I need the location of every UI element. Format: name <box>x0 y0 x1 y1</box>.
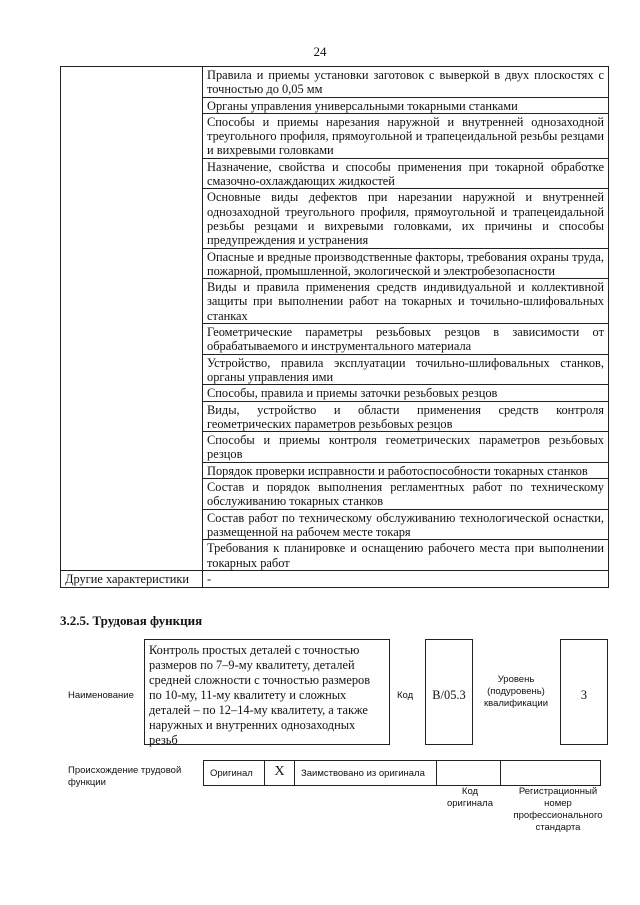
origin-borrowed-cell <box>295 760 437 786</box>
origin-mark-cell <box>265 760 295 786</box>
original-label: Оригинал <box>210 768 253 779</box>
level-box <box>560 639 608 745</box>
knowledge-label-cell <box>61 67 203 571</box>
origin-original-cell <box>203 760 265 786</box>
name-label: Наименование <box>68 690 134 701</box>
origin-label: Происхождение трудовой функции <box>68 765 182 788</box>
knowledge-item: Назначение, свойства и способы применения при токарной обработке смазочно-охлаждающих жидкостей <box>203 158 609 189</box>
knowledge-item: Основные виды дефектов при нарезании наружной и внутренней однозаходной треугольного профиля, прямоугольной и трапецеидальной резьбы резцами и вихревыми головками, их причины и способы предупреждения и устранения <box>203 189 609 248</box>
code-value: B/05.3 <box>432 688 466 702</box>
origin-reg-number-cell <box>501 760 601 786</box>
other-characteristics-value: - <box>203 570 609 587</box>
knowledge-table <box>60 66 609 588</box>
other-characteristics-label: Другие характеристики <box>61 570 203 587</box>
knowledge-item: Виды и правила применения средств индивидуальной и коллективной защиты при выполнении работ на токарных и точильно-шлифовальных станках <box>203 279 609 324</box>
origin-row <box>203 760 601 786</box>
section-title: 3.2.5. Трудовая функция <box>60 613 203 628</box>
level-label: Уровень (подуровень) квалификации <box>483 674 549 709</box>
knowledge-item: Способы, правила и приемы заточки резьбовых резцов <box>203 385 609 401</box>
knowledge-item: Требования к планировке и оснащению рабочего места при выполнении токарных работ <box>203 540 609 571</box>
function-name-box: Контроль простых деталей с точностью размеров по 7–9-му квалитету, деталей средней сложности с точностью размеров по 10-му, 11-му квалитету и сложных деталей – по 12–14-му квалитету, а также наружных и внутренних однозаходных резьб <box>144 639 390 745</box>
code-box <box>425 639 473 745</box>
knowledge-item: Геометрические параметры резьбовых резцов в зависимости от обрабатываемого и инструментального материала <box>203 324 609 355</box>
knowledge-item: Опасные и вредные производственные факторы, требования охраны труда, пожарной, промышленной, экологической и электробезопасности <box>203 248 609 279</box>
table-row <box>61 67 609 98</box>
table-row <box>61 570 609 587</box>
knowledge-item: Состав работ по техническому обслуживанию технологической оснастки, размещенной на рабочем месте токаря <box>203 509 609 540</box>
knowledge-item: Виды, устройство и области применения средств контроля геометрических параметров резьбовых резцов <box>203 401 609 432</box>
level-value: 3 <box>580 688 588 702</box>
knowledge-item: Правила и приемы установки заготовок с выверкой в двух плоскостях с точностью до 0,05 мм <box>203 67 609 98</box>
origin-code-cell <box>437 760 501 786</box>
knowledge-item: Порядок проверки исправности и работоспособности токарных станков <box>203 462 609 478</box>
page-number: 24 <box>313 44 327 59</box>
knowledge-item: Состав и порядок выполнения регламентных работ по техническому обслуживанию токарных станков <box>203 479 609 510</box>
borrowed-label: Заимствовано из оригинала <box>301 768 425 779</box>
original-code-label: Код оригинала <box>446 786 493 809</box>
original-mark: X <box>274 764 285 779</box>
knowledge-item: Органы управления универсальными токарными станками <box>203 97 609 113</box>
reg-number-label: Регистрационный номер профессионального стандарта <box>513 786 603 833</box>
knowledge-item: Способы и приемы нарезания наружной и внутренней однозаходной треугольного профиля, прямоугольной и трапецеидальной резьбы резцами и вихревыми головками <box>203 113 609 158</box>
knowledge-item: Способы и приемы контроля геометрических параметров резьбовых резцов <box>203 432 609 463</box>
knowledge-table-body <box>61 67 609 588</box>
code-label: Код <box>397 690 414 701</box>
knowledge-item: Устройство, правила эксплуатации точильно-шлифовальных станков, органы управления ими <box>203 354 609 385</box>
